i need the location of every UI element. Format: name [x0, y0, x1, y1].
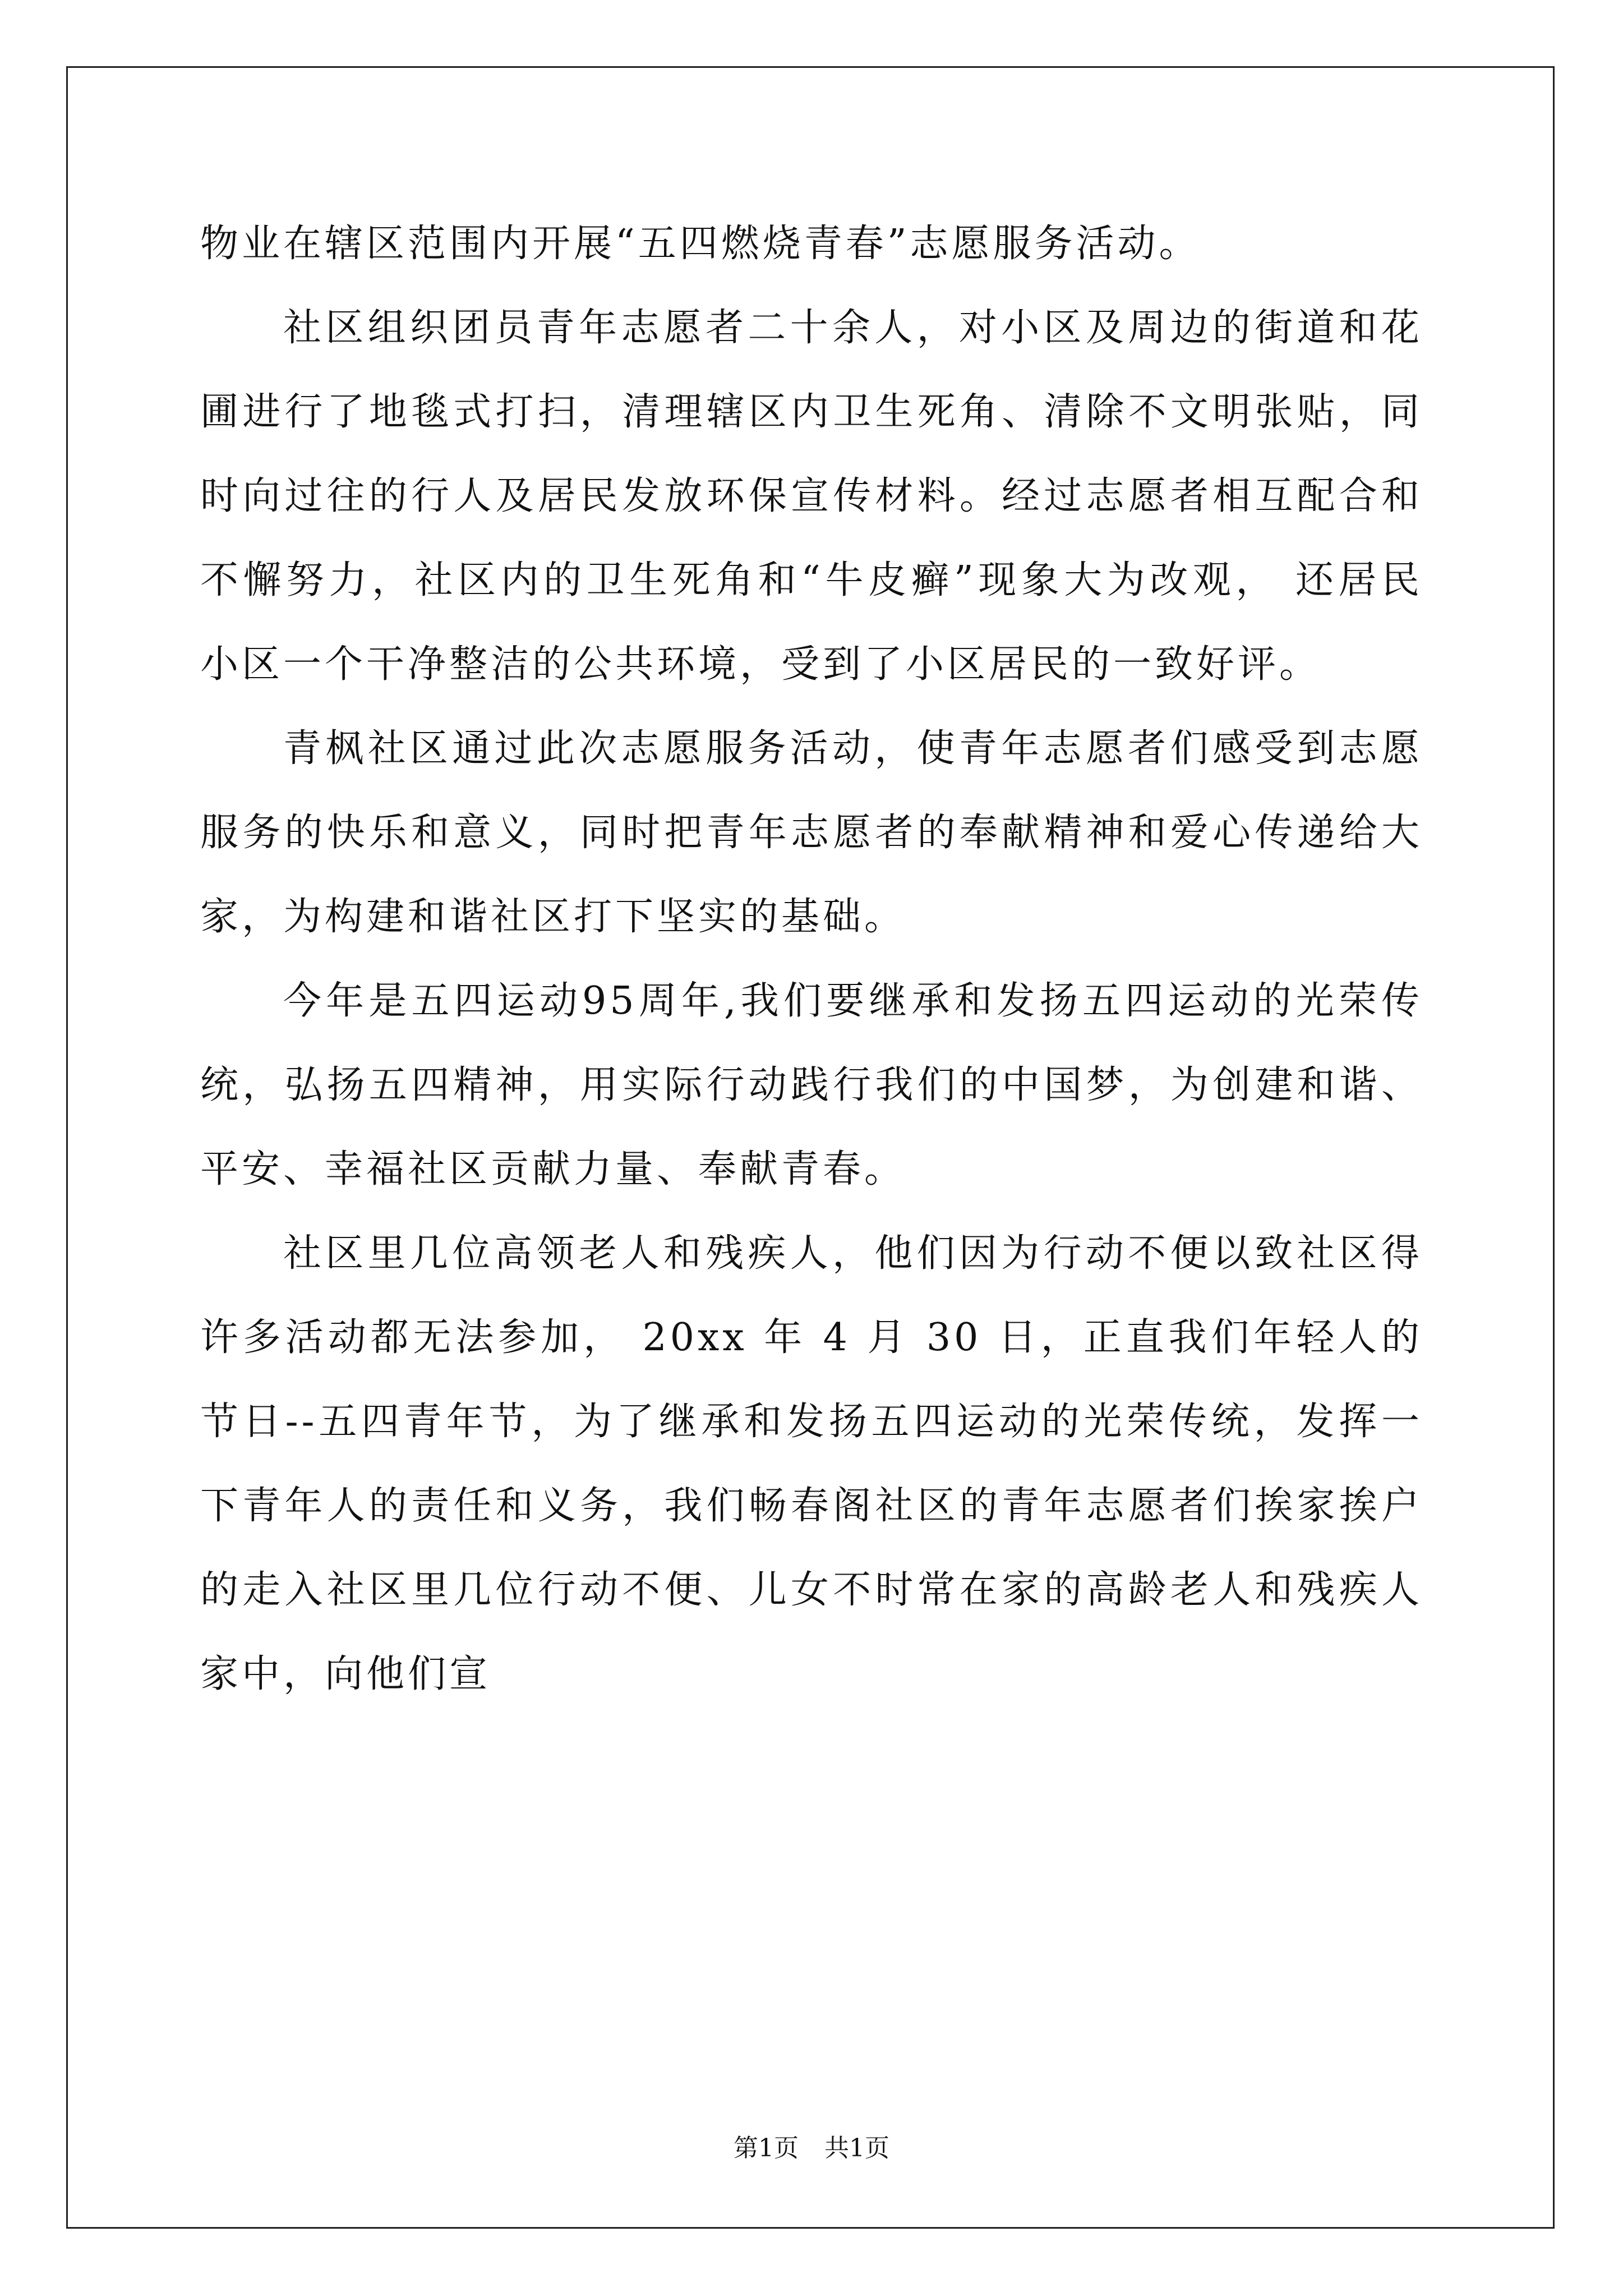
page-total: 共1页 — [824, 2134, 889, 2162]
page-number: 第1页 — [734, 2134, 799, 2162]
document-body — [200, 202, 1423, 1717]
paragraph-1: 物业在辖区范围内开展“五四燃烧青春”志愿服务活动。 — [200, 222, 1201, 266]
paragraph-4: 今年是五四运动95周年,我们要继承和发扬五四运动的光荣传统，弘扬五四精神，用实际行动践行我们的中国梦，为创建和谐、平安、幸福社区贡献力量、奉献青春。 — [200, 979, 1423, 1191]
paragraph-5: 社区里几位高领老人和残疾人，他们因为行动不便以致社区得许多活动都无法参加， 20xx 年 4 月 30 日，正直我们年轻人的节日--五四青年节，为了继承和发扬五四运动的光荣传统，发挥一下青年人的责任和义务，我们畅春阁社区的青年志愿者们挨家挨户的走入社区里几位行动不便、儿女不时常在家的高龄老人和残疾人家中，向他们宣 — [200, 1231, 1423, 1696]
paragraph-2: 社区组织团员青年志愿者二十余人，对小区及周边的街道和花圃进行了地毯式打扫，清理辖区内卫生死角、清除不文明张贴，同时向过往的行人及居民发放环保宣传材料。经过志愿者相互配合和不懈努力，社区内的卫生死角和“牛皮癣”现象大为改观， 还居民小区一个干净整洁的公共环境，受到了小区居民的一致好评。 — [200, 306, 1423, 687]
page-footer — [0, 2132, 1623, 2165]
paragraph-3: 青枫社区通过此次志愿服务活动，使青年志愿者们感受到志愿服务的快乐和意义，同时把青年志愿者的奉献精神和爱心传递给大家，为构建和谐社区打下坚实的基础。 — [200, 726, 1423, 939]
